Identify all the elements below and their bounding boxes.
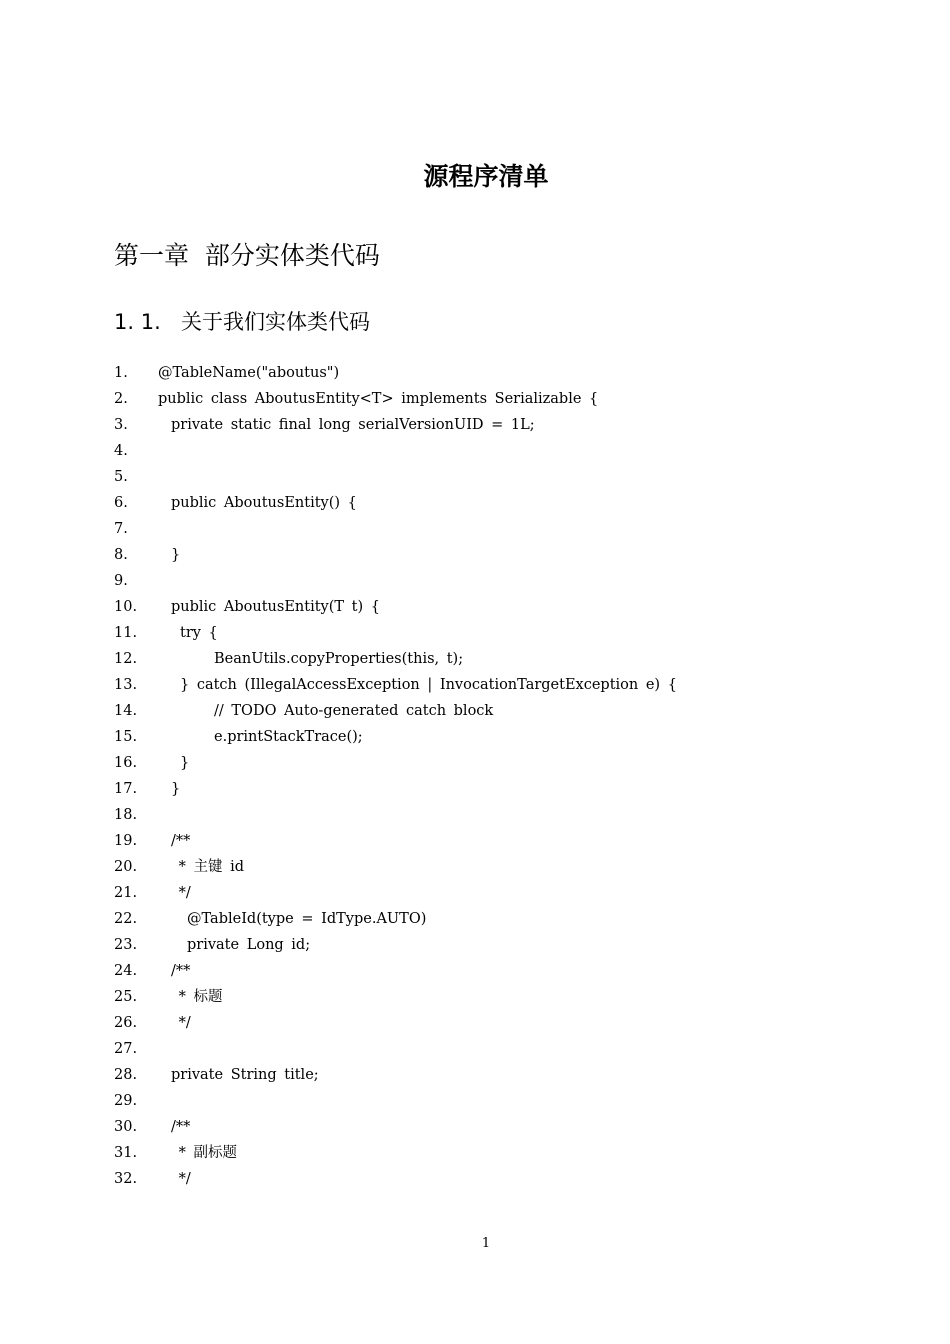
code-line: [114, 438, 874, 464]
code-line: [114, 880, 874, 906]
code-line: [114, 464, 874, 490]
section-title: 关于我们实体类代码: [181, 310, 370, 334]
code-text: @TableName("aboutus"): [158, 365, 340, 381]
line-number: 12.: [114, 651, 138, 667]
line-number: 19.: [114, 833, 138, 849]
code-line: [114, 1140, 874, 1166]
code-line: [114, 906, 874, 932]
line-number: 9.: [114, 573, 128, 589]
code-text: }: [171, 781, 181, 797]
code-line: [114, 646, 874, 672]
line-number: 13.: [114, 677, 138, 693]
code-line: [114, 1088, 874, 1114]
code-line: [114, 1010, 874, 1036]
line-number: 18.: [114, 807, 138, 823]
code-text: BeanUtils.copyProperties(this, t);: [214, 651, 464, 667]
line-number: 4.: [114, 443, 128, 459]
line-number: 14.: [114, 703, 138, 719]
code-line: [114, 386, 874, 412]
line-number: 32.: [114, 1171, 138, 1187]
section-heading: [114, 307, 370, 337]
code-text: */: [171, 885, 191, 901]
code-line: [114, 542, 874, 568]
code-text: * 标题: [171, 989, 223, 1005]
code-text: // TODO Auto-generated catch block: [214, 703, 494, 719]
code-text: } catch (IllegalAccessException | InvocationTargetException e) {: [180, 677, 677, 693]
line-number: 28.: [114, 1067, 138, 1083]
code-line: [114, 568, 874, 594]
code-line: [114, 828, 874, 854]
line-number: 6.: [114, 495, 128, 511]
line-number: 23.: [114, 937, 138, 953]
code-text: public AboutusEntity(T t) {: [171, 599, 380, 615]
line-number: 11.: [114, 625, 138, 641]
code-text: /**: [171, 963, 191, 979]
line-number: 24.: [114, 963, 138, 979]
code-text: */: [171, 1015, 191, 1031]
code-line: [114, 672, 874, 698]
code-text: * 主键 id: [171, 859, 244, 875]
line-number: 20.: [114, 859, 138, 875]
line-number: 31.: [114, 1145, 138, 1161]
line-number: 16.: [114, 755, 138, 771]
code-text: @TableId(type = IdType.AUTO): [187, 911, 427, 927]
line-number: 8.: [114, 547, 128, 563]
code-line: [114, 984, 874, 1010]
code-line: [114, 776, 874, 802]
line-number: 2.: [114, 391, 128, 407]
code-text: public AboutusEntity() {: [171, 495, 357, 511]
code-line: [114, 360, 874, 386]
line-number: 30.: [114, 1119, 138, 1135]
code-line: [114, 750, 874, 776]
line-number: 5.: [114, 469, 128, 485]
code-line: [114, 490, 874, 516]
code-line: [114, 802, 874, 828]
line-number: 17.: [114, 781, 138, 797]
document-title: 源程序清单: [423, 162, 549, 191]
code-text: }: [180, 755, 190, 771]
code-line: [114, 854, 874, 880]
code-text: }: [171, 547, 181, 563]
code-line: [114, 1062, 874, 1088]
chapter-heading: 第一章 部分实体类代码: [114, 241, 380, 270]
code-line: [114, 698, 874, 724]
line-number: 10.: [114, 599, 138, 615]
line-number: 3.: [114, 417, 128, 433]
code-text: public class AboutusEntity<T> implements Serializable {: [158, 391, 599, 407]
code-line: [114, 516, 874, 542]
code-line: [114, 958, 874, 984]
code-line: [114, 724, 874, 750]
line-number: 26.: [114, 1015, 138, 1031]
code-text: e.printStackTrace();: [214, 729, 363, 745]
line-number: 21.: [114, 885, 138, 901]
code-line: [114, 1166, 874, 1192]
section-number: 1. 1.: [114, 310, 161, 334]
code-line: [114, 620, 874, 646]
line-number: 27.: [114, 1041, 138, 1057]
code-text: private String title;: [171, 1067, 319, 1083]
code-line: [114, 412, 874, 438]
line-number: 7.: [114, 521, 128, 537]
code-text: private static final long serialVersionUID = 1L;: [171, 417, 535, 433]
code-line: [114, 1114, 874, 1140]
line-number: 1.: [114, 365, 128, 381]
line-number: 15.: [114, 729, 138, 745]
code-text: * 副标题: [171, 1145, 237, 1161]
code-line: [114, 932, 874, 958]
code-text: */: [171, 1171, 191, 1187]
line-number: 25.: [114, 989, 138, 1005]
line-number: 22.: [114, 911, 138, 927]
code-text: /**: [171, 833, 191, 849]
code-text: /**: [171, 1119, 191, 1135]
code-text: try {: [180, 625, 218, 641]
page-number: 1: [481, 1236, 491, 1251]
code-text: private Long id;: [187, 937, 311, 953]
code-line: [114, 1036, 874, 1062]
code-listing: [114, 360, 874, 1192]
line-number: 29.: [114, 1093, 138, 1109]
code-line: [114, 594, 874, 620]
